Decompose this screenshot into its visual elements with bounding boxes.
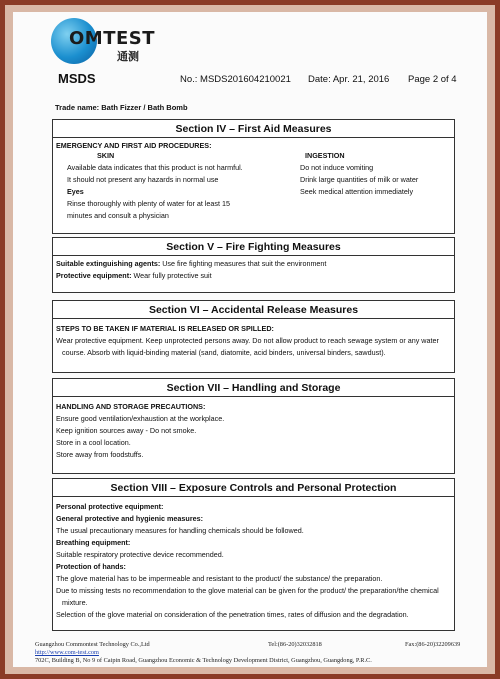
ingestion-column [300,150,450,198]
skin-heading: SKIN [97,151,115,160]
equipment-label: Protective equipment: [56,271,132,280]
skin-line: Available data indicates that this product is not harmful. [67,163,243,172]
logo-text: OMTEST [69,28,156,49]
first-aid-heading: EMERGENCY AND FIRST AID PROCEDURES: [56,141,212,150]
section-title: Section VI – Accidental Release Measures [53,301,454,319]
eyes-line: Rinse thoroughly with plenty of water for at least 15 [67,199,231,208]
handling-line: Keep ignition sources away - Do not smoke. [56,426,197,435]
ingestion-line: Do not induce vomiting [300,163,374,172]
hands-heading: Protection of hands: [56,562,126,571]
section-body [53,497,454,623]
hands-text: Selection of the glove material on consideration of the penetration times, rates of diffusion and the degradation. [56,610,409,619]
company-logo [51,18,156,63]
handling-line: Store away from foodstuffs. [56,450,144,459]
ingestion-line: Drink large quantities of milk or water [300,175,419,184]
footer-company: Guangzhou Commontest Technology Co.,Ltd [35,641,150,648]
handling-heading: HANDLING AND STORAGE PRECAUTIONS: [56,402,206,411]
hands-text: mixture. [62,598,88,607]
document-page [13,12,487,667]
skin-eyes-column [67,150,267,222]
agents-text: Use fire fighting measures that suit the environment [160,259,327,268]
general-heading: General protective and hygienic measures: [56,514,203,523]
hands-text: The glove material has to be impermeable and resistant to the product/ the substance/ the preparation. [56,574,383,583]
section-body [53,138,454,228]
section-handling-storage [52,378,455,474]
section-accidental-release [52,300,455,373]
section-title: Section VII – Handling and Storage [53,379,454,397]
section-title: Section IV – First Aid Measures [53,120,454,138]
eyes-heading: Eyes [67,187,84,196]
eyes-line: minutes and consult a physician [67,211,169,220]
section-body [53,397,454,463]
doc-number: No.: MSDS201604210021 [180,74,291,85]
page-frame [5,5,495,674]
release-line: Wear protective equipment. Keep unprotected persons away. Do not allow product to reach sewage system or any water [56,336,439,345]
breathing-heading: Breathing equipment: [56,538,131,547]
section-exposure-controls [52,478,455,631]
footer-website-link[interactable]: http://www.com-test.com [35,649,99,656]
handling-line: Store in a cool location. [56,438,131,447]
hands-text: Due to missing tests no recommendation to the glove material can be given for the product/ the preparation/the chemical [56,586,439,595]
footer-fax: Fax:(86-20)32209639 [405,641,461,648]
skin-line: It should not present any hazards in normal use [67,175,219,184]
handling-line: Ensure good ventilation/exhaustion at the workplace. [56,414,225,423]
release-heading: STEPS TO BE TAKEN IF MATERIAL IS RELEASED OR SPILLED: [56,324,274,333]
ingestion-heading: INGESTION [305,151,345,160]
equipment-text: Wear fully protective suit [131,271,212,280]
footer-address: 702C, Building B, No 9 of Caipin Road, Guangzhou Economic & Technology Development District, Guangzhou, Guangdong, P.R.C. [35,657,372,664]
doc-type: MSDS [58,71,96,86]
section-title: Section V – Fire Fighting Measures [53,238,454,256]
page-footer [35,641,475,665]
section-body [53,319,454,361]
section-first-aid [52,119,455,234]
section-fire-fighting [52,237,455,293]
logo-chinese-text: 通测 [117,50,139,63]
ppe-heading: Personal protective equipment: [56,502,164,511]
trade-name: Trade name: Bath Fizzer / Bath Bomb [55,103,188,112]
section-title: Section VIII – Exposure Controls and Personal Protection [53,479,454,497]
footer-tel: Tel:(86-20)32032818 [268,641,322,648]
doc-date: Date: Apr. 21, 2016 [308,74,390,85]
page-number: Page 2 of 4 [408,74,457,85]
section-body [53,256,454,284]
general-text: The usual precautionary measures for handling chemicals should be followed. [56,526,304,535]
release-line: course. Absorb with liquid-binding material (sand, diatomite, acid binders, universal binders, sawdust). [62,348,386,357]
breathing-text: Suitable respiratory protective device recommended. [56,550,224,559]
ingestion-line: Seek medical attention immediately [300,187,414,196]
agents-label: Suitable extinguishing agents: [56,259,161,268]
